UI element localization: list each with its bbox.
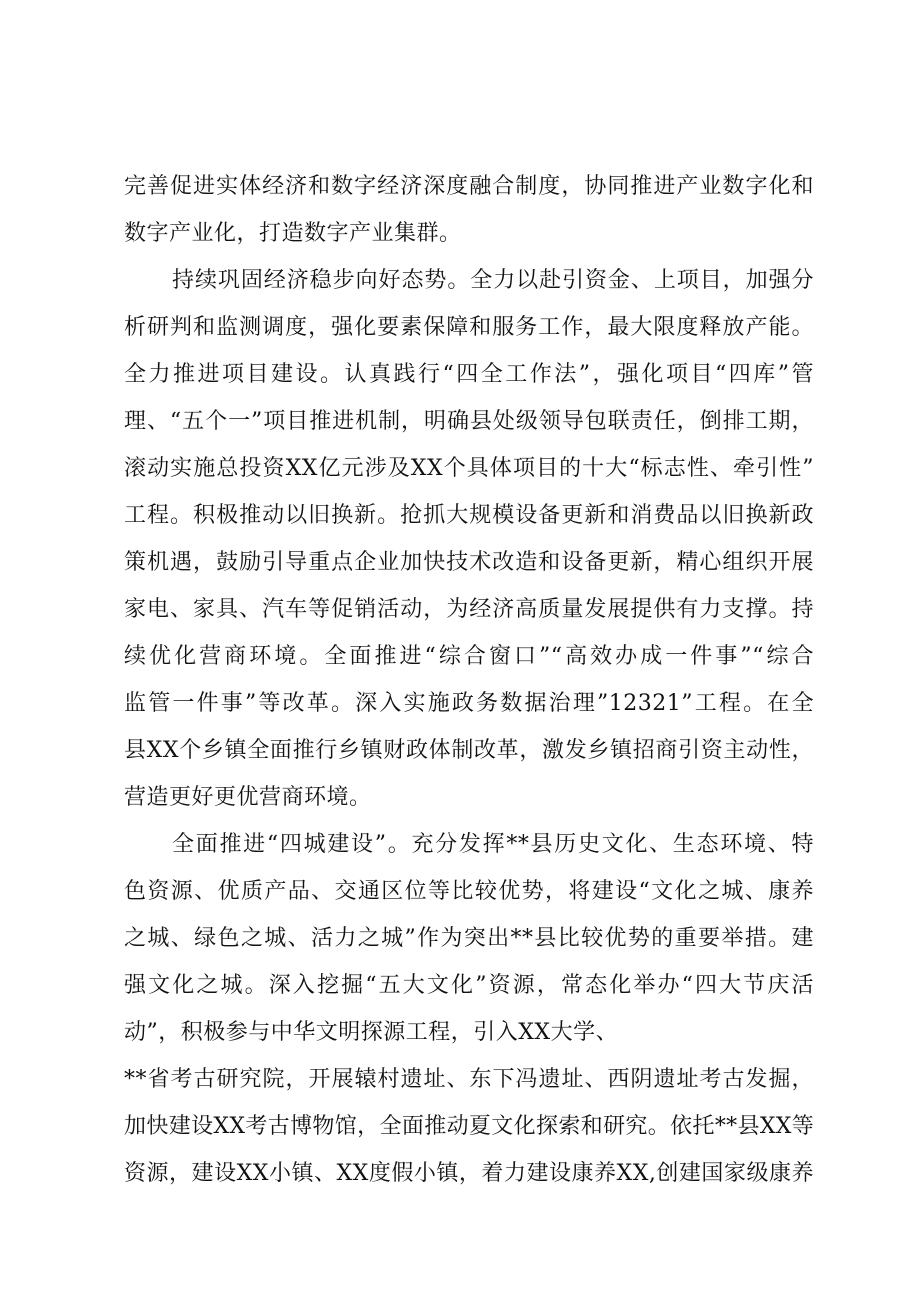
paragraph-2 bbox=[124, 257, 814, 821]
paragraph-line: 续优化营商环境。全面推进“综合窗口”“高效办成一件事”“综合 bbox=[124, 644, 814, 669]
paragraph-line: 监管一件事”等改革。深入实施政务数据治理”12321”工程。在全 bbox=[124, 691, 814, 716]
paragraph-line: 色资源、优质产品、交通区位等比较优势，将建设“文化之城、康养 bbox=[124, 879, 814, 904]
paragraph-line: 工程。积极推动以旧换新。抢抓大规模设备更新和消费品以旧换新政 bbox=[124, 503, 814, 528]
paragraph-line: 策机遇，鼓励引导重点企业加快技术改造和设备更新，精心组织开展 bbox=[124, 550, 814, 575]
paragraph-line: 全面推进“四城建设”。充分发挥**县历史文化、生态环境、特 bbox=[172, 832, 814, 857]
paragraph-line: 滚动实施总投资XX亿元涉及XX个具体项目的十大“标志性、牵引性” bbox=[124, 456, 814, 481]
paragraph-line: 数字产业化，打造数字产业集群。 bbox=[124, 221, 462, 246]
paragraph-line: 动”，积极参与中华文明探源工程，引入XX大学、 bbox=[124, 1020, 619, 1045]
paragraph-line: 之城、绿色之城、活力之城”作为突出**县比较优势的重要举措。建 bbox=[124, 926, 814, 951]
document-body bbox=[124, 163, 814, 1197]
paragraph-line: 持续巩固经济稳步向好态势。全力以赴引资金、上项目，加强分 bbox=[172, 268, 814, 293]
paragraph-line: 县XX个乡镇全面推行乡镇财政体制改革，激发乡镇招商引资主动性， bbox=[124, 738, 814, 763]
paragraph-line: 家电、家具、汽车等促销活动，为经济高质量发展提供有力支撑。持 bbox=[124, 597, 814, 622]
paragraph-line: 完善促进实体经济和数字经济深度融合制度，协同推进产业数字化和 bbox=[124, 174, 814, 199]
paragraph-line: 加快建设XX考古博物馆，全面推动夏文化探索和研究。依托**县XX等 bbox=[124, 1114, 814, 1139]
paragraph-1 bbox=[124, 163, 814, 257]
paragraph-line: 资源，建设XX小镇、XX度假小镇，着力建设康养XX,创建国家级康养 bbox=[124, 1161, 814, 1186]
paragraph-4 bbox=[124, 1056, 814, 1197]
paragraph-line: 析研判和监测调度，强化要素保障和服务工作，最大限度释放产能。 bbox=[124, 315, 814, 340]
paragraph-3 bbox=[124, 821, 814, 1056]
paragraph-line: 全力推进项目建设。认真践行“四全工作法”，强化项目“四库”管 bbox=[124, 362, 814, 387]
paragraph-line: 理、“五个一”项目推进机制，明确县处级领导包联责任，倒排工期， bbox=[124, 409, 814, 434]
paragraph-line: **省考古研究院，开展辕村遗址、东下冯遗址、西阴遗址考古发掘， bbox=[124, 1067, 814, 1092]
paragraph-line: 强文化之城。深入挖掘“五大文化”资源，常态化举办“四大节庆活 bbox=[124, 973, 814, 998]
paragraph-line: 营造更好更优营商环境。 bbox=[124, 785, 372, 810]
